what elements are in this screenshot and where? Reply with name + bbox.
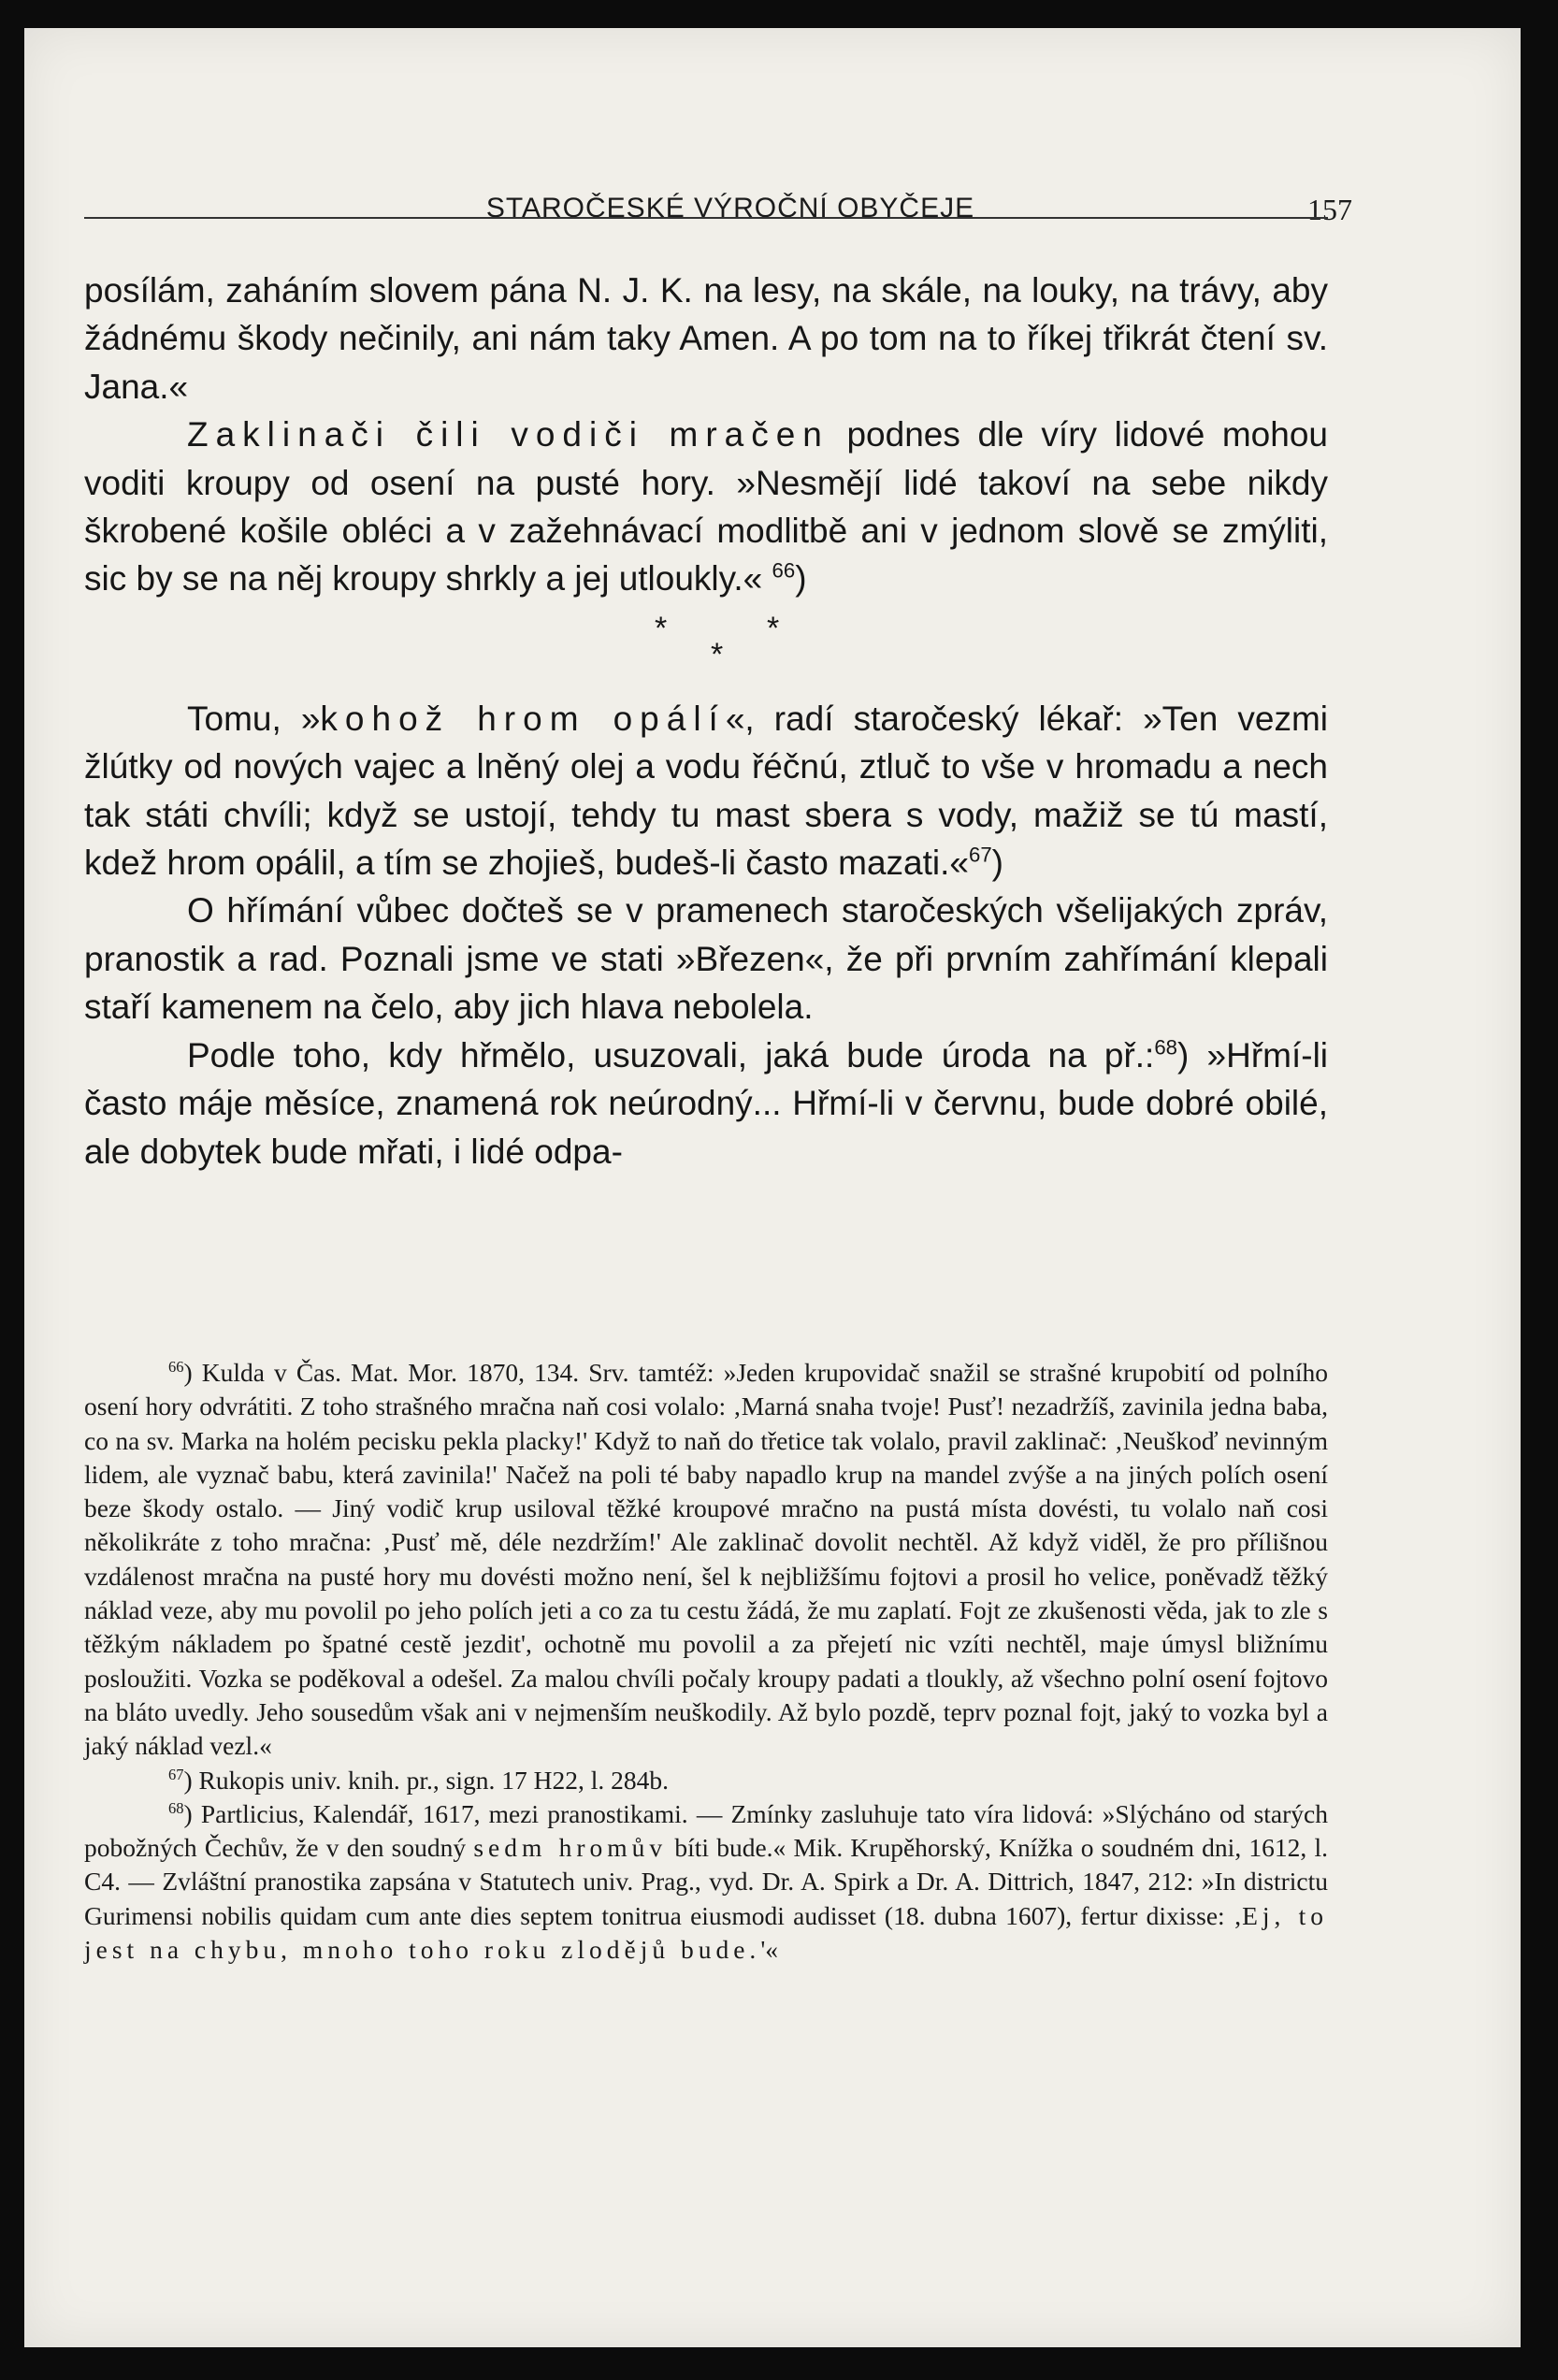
paragraph-3-text: «, radí staročeský lékař: »Ten vezmi žlútky od nových vajec a lněný olej a vodu řéčnú, ztluč to vše v hromadu a nech tak státi chvíli; když se ustojí, tehdy tu mast sbera s vody, mažiž se tú mastí, kdež hrom opálil, a tím se zhojieš, budeš-li často mazati.« [84,699,1328,883]
footnote-66-text: Kulda v Čas. Mat. Mor. 1870, 134. Srv. tamtéž: »Jeden krupovidač snažil se strašné krupobití od polního osení hory odvrátiti. Z toho strašného mračna naň cosi volalo: ‚Marná snaha tvoje! Pusť! nezadržíš, zavinila jedna baba, co na sv. Marka na holém pecisku pekla placky!' Když to naň do třetice tak volalo, pravil zaklinač: ‚Neuškoď nevinným lidem, ale vyznač babu, která zavinila!' Načež na poli té baby napadlo krup na mandel zvýše a na jiných polích osení beze škody ostalo. — Jiný vodič krup usiloval těžké kroupové mračno na pustá místa dovésti, tu volalo naň cosi několikráte z toho mračna: ‚Pusť mě, déle nezdržím!' Ale zaklinač dovolit nechtěl. Až když viděl, že pro přílišnou vzdálenost mračna na pusté hory mu dovésti možno není, šel k nejbližšímu fojtovi a prosil ho velice, poněvadž těžký náklad veze, aby mu povolil po jeho polích jeti a co za tu cestu žádá, že mu zaplatí. Fojt ze zkušenosti věda, jak to zle s těžkým nákladem po špatné cestě jezdit', ochotně mu povolil a za přejetí nic vzíti nechtěl, maje úmysl bližnímu posloužiti. Vozka se poděkoval a odešel. Za malou chvíli počaly kroupy padati a tloukly, až všechno polní osení fojtovo na bláto uvedly. Jeho sousedům však ani v nejmenším neuškodily. Až bylo pozdě, teprv poznal fojt, jaký to vozka byl a jaký náklad vezl.« [84,1358,1328,1761]
footnote-number-68: 68 [168,1798,184,1817]
paragraph-2-text: podnes dle víry lidové mohou voditi kroupy od osení na pusté hory. »Nesmějí lidé takoví na sebe nikdy škrobené košile obléci a v zažehnávací modlitbě ani v jednom slově se zmýliti, sic by se na něj kroupy shrkly a jej utloukly.« [84,415,1328,599]
footnotes [84,1356,1328,1967]
paragraph-5-text: »Hřmí-li často máje měsíce, znamená rok neúrodný... Hřmí-li v červnu, bude dobré obilé, ale dobytek bude mřati, i lidé odpa- [84,1035,1329,1171]
paragraph-4-text: O hřímání vůbec dočteš se v pramenech staročeských všelijakých zpráv, pranostik a rad. Poznali jsme ve stati »Březen«, že při prvním zahřímání klepali staří kamenem na čelo, aby jich hlava nebolela. [84,891,1328,1027]
asterisk-left: * [655,610,668,646]
paragraph-3-lead: Tomu, » [187,699,321,738]
paragraph-5: Podle toho, kdy hřmělo, usuzovali, jaká bude úroda na př.:$^{68}$) »Hřmí-li často máje měsíce, znamená rok neúrodný... Hřmí-li v červnu, bude dobré obilé, ale dobytek bude mřati, i lidé odpa- [84,1035,1329,1171]
footnote-66: $^{66}$) Kulda v Čas. Mat. Mor. 1870, 134. Srv. tamtéž: »Jeden krupovidač snažil se strašné krupobití od polního osení hory odvrátiti. Z toho strašného mračna naň cosi volalo: ‚Marná snaha tvoje! Pusť! nezadržíš, zavinila jedna baba, co na sv. Marka na holém pecisku pekla placky!' Když to naň do třetice tak volalo, pravil zaklinač: ‚Neuškoď nevinným lidem, ale vyznač babu, která zavinila!' Načež na poli té baby napadlo krup na mandel zvýše a na jiných polích osení beze škody ostalo. — Jiný vodič krup usiloval těžké kroupové mračno na pustá místa dovésti, tu volalo naň cosi několikráte z toho mračna: ‚Pusť mě, déle nezdržím!' Ale zaklinač dovolit nechtěl. Až když viděl, že pro přílišnou vzdálenost mračna na pusté hory mu dovésti možno není, šel k nejbližšímu fojtovi a prosil ho velice, poněvadž těžký náklad veze, aby mu povolil po jeho polích jeti a co za tu cestu žádá, že mu zaplatí. Fojt ze zkušenosti věda, jak to zle s těžkým nákladem po špatné cestě jezdit', ochotně mu povolil a za přejetí nic vzíti nechtěl, maje úmysl bližnímu posloužiti. Vozka se poděkoval a odešel. Za malou chvíli počaly kroupy padati a tloukly, až všechno polní osení fojtovo na bláto uvedly. Jeho sousedům však ani v nejmenším neuškodily. Až bylo pozdě, teprv poznal fojt, jaký to vozka byl a jaký náklad vezl.« [84,1357,1328,1761]
header-rule [84,217,1328,219]
asterisk-bottom: * [711,636,724,672]
paragraph-1 [84,267,1328,411]
paragraph-4 [84,887,1328,1031]
footnote-ref-67[interactable]: 67 [968,843,992,867]
footnote-number-67: 67 [168,1765,184,1783]
page-number: 157 [1307,193,1352,226]
spaced-term-zaklinaci: Zaklinači čili vodiči mračen [187,415,829,454]
running-header [108,185,1352,241]
footnote-ref-66[interactable]: 66 [772,559,796,584]
section-break-asterisks [84,603,1328,695]
paragraph-1-text: posílám, zaháním slovem pána N. J. K. na lesy, na skále, na louky, na trávy, aby žádnému škody nečinily, ani nám taky Amen. A po tom na to říkej třikrát čtení sv. Jana.« [84,271,1328,406]
paragraph-5-lead: Podle toho, kdy hřmělo, usuzovali, jaká bude úroda na př.: [187,1035,1155,1075]
footnote-ref-68[interactable]: 68 [1154,1035,1178,1060]
footnote-number-66: 66 [168,1357,184,1376]
paragraph-3: Tomu, »kohož hrom opálí«, radí staročeský lékař: »Ten vezmi žlútky od nových vajec a lněný olej a vodu řéčnú, ztluč to vše v hromadu a nech tak státi chvíli; když se ustojí, tehdy tu mast sbera s vody, mažiž se tú mastí, kdež hrom opálil, a tím se zhojieš, budeš-li často mazati.«$^{67}$) [84,699,1328,883]
asterisk-right: * [767,610,780,646]
footnote-67-text: Rukopis univ. knih. pr., sign. 17 H22, l. 284b. [198,1765,669,1795]
main-text [84,267,1328,1176]
footnote-68-text-a: Partlicius, Kalendář, 1617, mezi pranostikami. — Zmínky zasluhuje tato víra lidová: »Slýcháno od starých pobožných Čechův, že v den soudný [84,1798,1328,1863]
paragraph-2: Zaklinači čili vodiči mračen podnes dle víry lidové mohou voditi kroupy od osení na pusté hory. »Nesmějí lidé takoví na sebe nikdy škrobené košile obléci a v zažehnávací modlitbě ani v jednom slově se zmýliti, sic by se na něj kroupy shrkly a jej utloukly.« $^{66}$) [84,415,1328,599]
spaced-term-kohoz-hrom-opali: kohož hrom opálí [320,699,726,738]
footnote-68-spaced-2: Ej, to jest na chybu, mnoho toho roku zlodějů bude. [84,1900,1328,1965]
footnote-68-text-b: bíti bude.« Mik. Krupěhorský, Knížka o soudném dni, 1612, l. C4. — Zvláštní pranostika zapsána v Statutech univ. Prag., vyd. Dr. A. Spirk a Dr. A. Dittrich, 1847, 212: »In districtu Gurimensi nobilis quidam cum ante dies septem tonitrua eiusmodi audisset (18. dubna 1607), fertur dixisse: ‚ [84,1833,1329,1930]
footnote-67: $^{67}$) Rukopis univ. knih. pr., sign. 17 H22, l. 284b. [168,1765,669,1795]
page-header-title: STAROČESKÉ VÝROČNÍ OBYČEJE [485,193,975,224]
footnote-68-text-c: '« [760,1935,779,1965]
footnote-68: $^{68}$) Partlicius, Kalendář, 1617, mezi pranostikami. — Zmínky zasluhuje tato víra lidová: »Slýcháno od starých pobožných Čechův, že v den soudný sedm hromův bíti bude.« Mik. Krupěhorský, Knížka o soudném dni, 1612, l. C4. — Zvláštní pranostika zapsána v Statutech univ. Prag., vyd. Dr. A. Spirk a Dr. A. Dittrich, 1847, 212: »In districtu Gurimensi nobilis quidam cum ante dies septem tonitrua eiusmodi audisset (18. dubna 1607), fertur dixisse: ‚Ej, to jest na chybu, mnoho toho roku zlodějů bude.'« [84,1798,1329,1965]
footnote-68-spaced-1: sedm hromův [473,1833,668,1863]
